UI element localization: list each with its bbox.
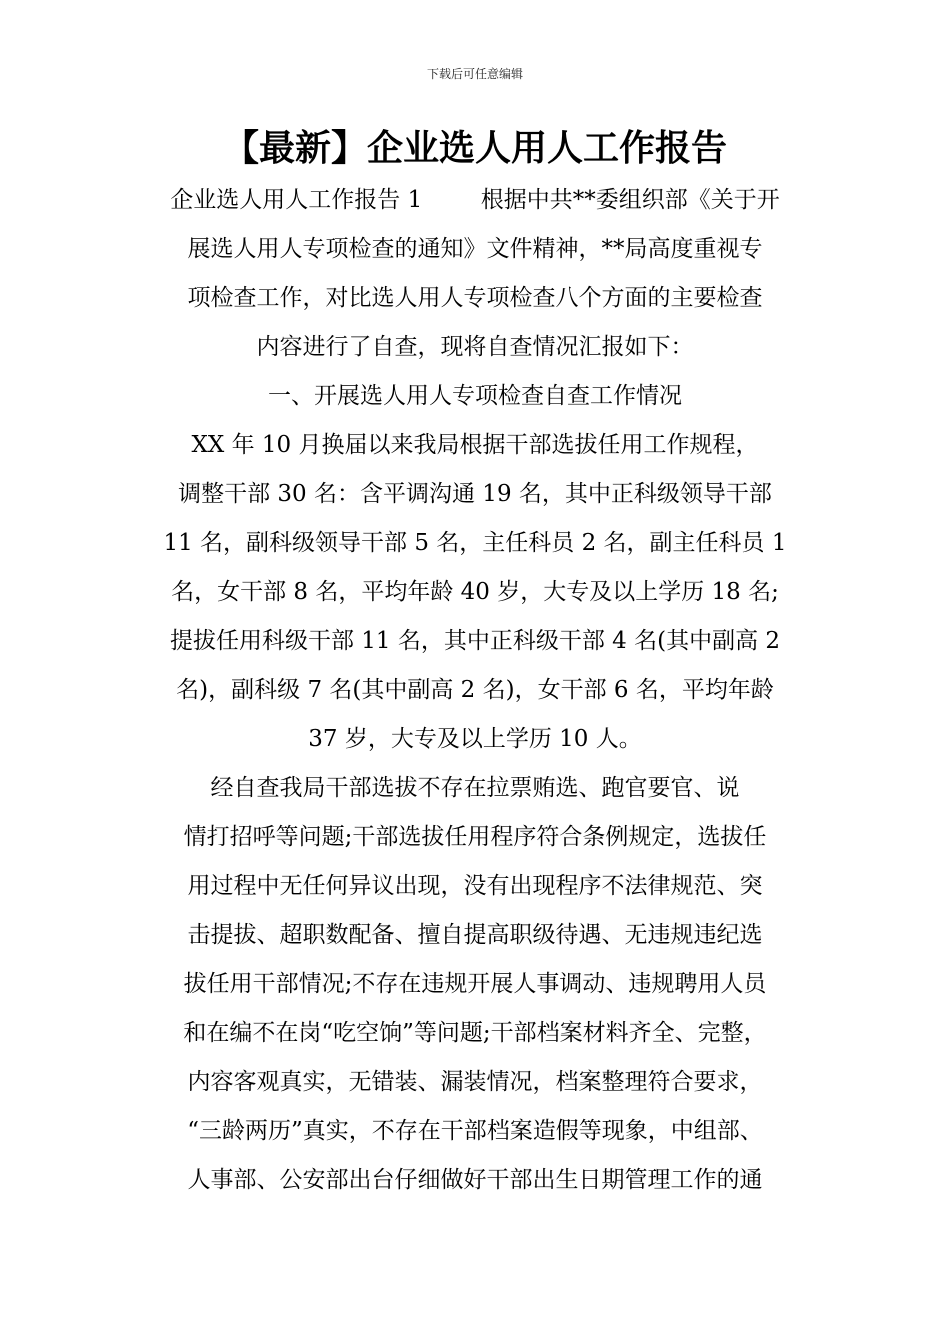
body-line: 内容进行了自查，现将自查情况汇报如下： — [256, 334, 694, 360]
header-note: 下载后可任意编辑 — [426, 67, 523, 81]
document-title: 【最新】企业选人用人工作报告 — [222, 127, 727, 169]
body-line: 展选人用人专项检查的通知》文件精神，**局高度重视专 — [187, 236, 763, 262]
body-line: 37 岁，大专及以上学历 10 人。 — [308, 726, 642, 752]
body-line: 经自查我局干部选拔不存在拉票贿选、跑官要官、说 — [210, 775, 740, 801]
body-line: 企业选人用人工作报告 1 根据中共**委组织部《关于开 — [170, 187, 780, 213]
body-line: 11 名，副科级领导干部 5 名，主任科员 2 名，副主任科员 1 — [163, 530, 787, 556]
body-line: 项检查工作，对比选人用人专项检查八个方面的主要检查 — [187, 285, 763, 311]
body-line: XX 年 10 月换届以来我局根据干部选拔任用工作规程， — [191, 432, 759, 458]
body-line: 调整干部 30 名：含平调沟通 19 名，其中正科级领导干部 — [178, 481, 772, 507]
body-line: 名，女干部 8 名，平均年龄 40 岁，大专及以上学历 18 名; — [171, 579, 779, 605]
body-text — [0, 176, 950, 1205]
body-line: “三龄两历”真实，不存在干部档案造假等现象，中组部、 — [187, 1118, 763, 1144]
section-heading: 一、开展选人用人专项检查自查工作情况 — [268, 383, 682, 409]
body-line: 拔任用干部情况;不存在违规开展人事调动、违规聘用人员 — [183, 971, 767, 997]
body-line: 用过程中无任何异议出现，没有出现程序不法律规范、突 — [187, 873, 763, 899]
body-line: 名)，副科级 7 名(其中副高 2 名)，女干部 6 名，平均年龄 — [176, 677, 774, 703]
body-line: 击提拔、超职数配备、擅自提高职级待遇、无违规违纪选 — [187, 922, 763, 948]
body-line: 情打招呼等问题;干部选拔任用程序符合条例规定，选拔任 — [183, 824, 767, 850]
body-line: 内容客观真实，无错装、漏装情况，档案整理符合要求， — [187, 1069, 763, 1095]
body-line: 人事部、公安部出台仔细做好干部出生日期管理工作的通 — [187, 1167, 763, 1193]
body-line: 提拔任用科级干部 11 名，其中正科级干部 4 名(其中副高 2 — [169, 628, 781, 654]
body-line: 和在编不在岗“吃空饷”等问题;干部档案材料齐全、完整， — [183, 1020, 767, 1046]
